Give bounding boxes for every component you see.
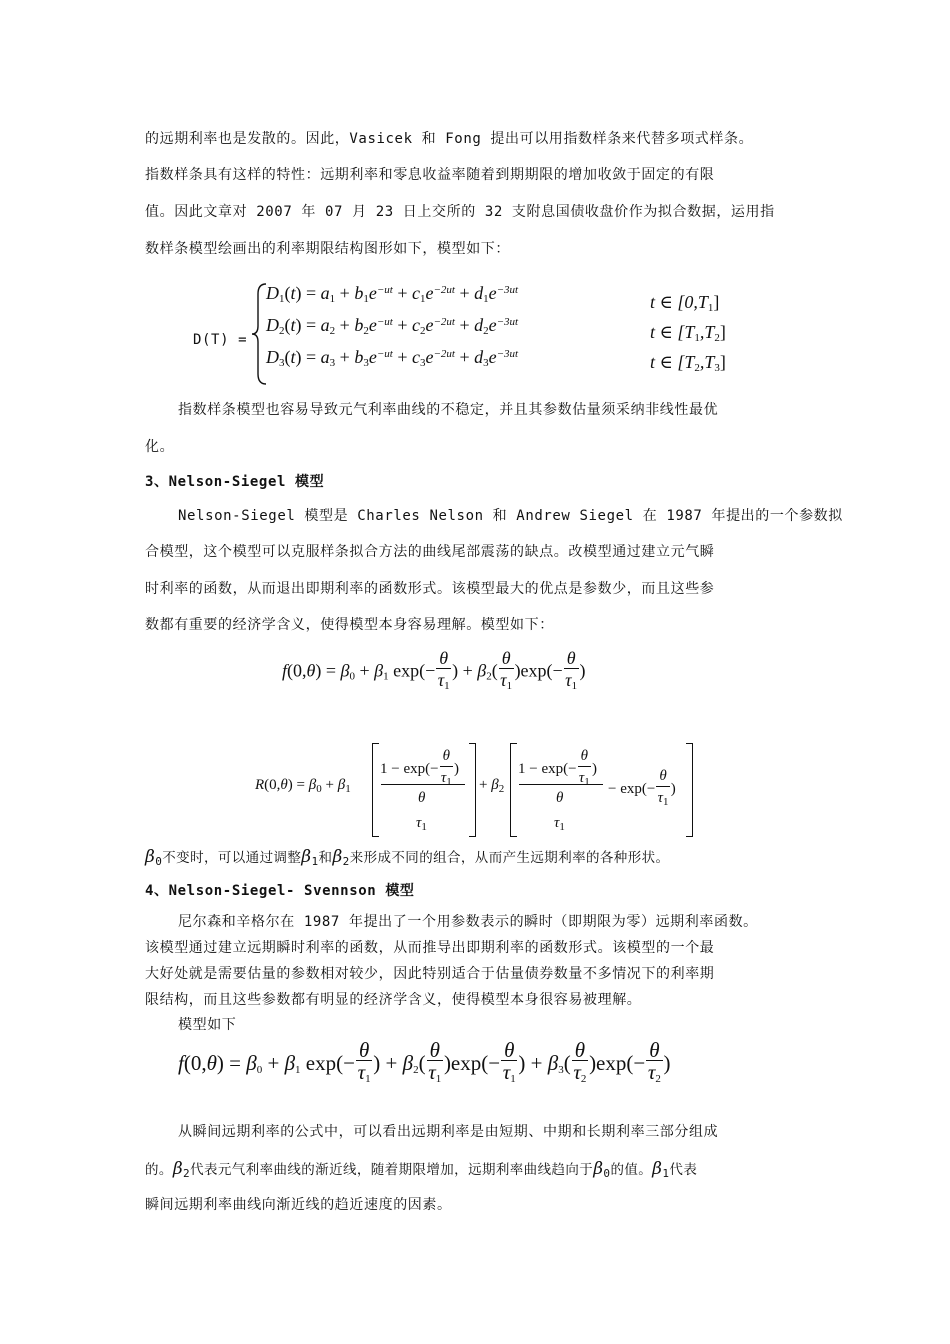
r-term2-den-tau: $\tau_1$ (554, 815, 565, 833)
para6-line1: 从瞬间远期利率的公式中，可以看出远期利率是由短期、中期和长期利率三部分组成 (178, 1124, 719, 1140)
eq-line-2: $D_2(t) = a_2 + b_2e^{-ut} + c_2e^{-2ut} + d_2e^{-3ut}$ (266, 315, 519, 337)
section-heading-3: 3、Nelson-Siegel 模型 (145, 474, 325, 490)
para2-line1: 指数样条模型也容易导致元气利率曲线的不稳定，并且其参数估量须采纳非线性最优 (178, 402, 719, 418)
para6-line3: 瞬间远期利率曲线向渐近线的趋近速度的因素。 (145, 1197, 452, 1213)
r-term2-minus-exp: − exp(− $\frac{\theta}{\tau_1}$ ) (608, 768, 676, 808)
r-term1-den-tau: $\tau_1$ (416, 815, 427, 833)
para5-line2: 该模型通过建立远期瞬时利率的函数，从而推导出即期利率的函数形式。该模型的一个最 (145, 940, 715, 956)
eq-line-3: $D_3(t) = a_3 + b_3e^{-ut} + c_3e^{-2ut} + d_3e^{-3ut}$ (266, 347, 519, 369)
bracket-left-2 (510, 743, 517, 837)
range-1: t ∈ $[0,T_1]$ (650, 292, 720, 314)
para4: $\beta_0$不变时，可以通过调整$\beta_1$和$\beta_2$来形成不同的组合，从而产生远期利率的各种形状。 (145, 847, 670, 868)
para5-line1: 尼尔森和辛格尔在 1987 年提出了一个用参数表示的瞬时（即期限为零）远期利率函数。 (178, 914, 758, 930)
para3-line3: 时利率的函数，从而退出即期利率的函数形式。该模型最大的优点是参数少，而且这些参 (145, 581, 715, 597)
para3-line4: 数都有重要的经济学含义，使得模型本身容易理解。模型如下： (145, 617, 554, 633)
bracket-right-2 (686, 743, 693, 837)
section-heading-4: 4、Nelson-Siegel- Svennson 模型 (145, 883, 415, 899)
para1-line2: 指数样条具有这样的特性：远期利率和零息收益率随着到期期限的增加收敛于固定的有限 (145, 167, 715, 183)
para1-line1: 的远期利率也是发散的。因此，Vasicek 和 Fong 提出可以用指数样条来代替多项式样条。 (145, 131, 754, 147)
range-3: t ∈ $[T_2,T_3]$ (650, 352, 726, 374)
fraction-bar-1 (381, 784, 465, 785)
para6-line2: 的。$\beta_2$代表元气利率曲线的渐近线，随着期限增加，远期利率曲线趋向于$\beta_0$的值。$\beta_1$代表 (145, 1159, 698, 1180)
para1-line3: 值。因此文章对 2007 年 07 月 23 日上交所的 32 支附息国债收盘价作为拟合数据，运用指 (145, 204, 775, 220)
dt-label: D(T) = (193, 332, 248, 348)
r-lhs: $R(0,\theta) = \beta_0 + \beta_1$ (255, 777, 351, 795)
r-term2-num: 1 − exp(− $\frac{\theta}{\tau_1}$ ) (518, 748, 597, 788)
range-2: t ∈ $[T_1,T_2]$ (650, 322, 726, 344)
ns-forward-formula: $f(0,\theta) = \beta_0 + \beta_1$ exp(− $\frac{\theta}{\tau_1}$ ) + $\beta_2$( $\frac{\theta}{\tau_1}$ )exp(− $\frac{\theta}{\tau_1}$ ) (282, 648, 586, 692)
fraction-bar-2 (519, 784, 603, 785)
svensson-formula: $f(0,\theta) = \beta_0 + \beta_1$ exp(− $\frac{\theta}{\tau_1}$ ) + $\beta_2$( $\frac{\theta}{\tau_1}$ )exp(− $\frac{\theta}{\tau_1}$ ) + $\beta_3$( $\frac{\theta}{\tau_2}$ )exp(− $\frac{\theta}{\tau_2}$ ) (178, 1038, 671, 1085)
r-plus-beta2: + $\beta_2$ (479, 777, 505, 795)
para2-line2: 化。 (145, 439, 175, 455)
bracket-left-1 (372, 743, 379, 837)
para5-line4: 限结构，而且这些参数都有明显的经济学含义，使得模型本身很容易被理解。 (145, 992, 642, 1008)
para5-line5: 模型如下 (178, 1017, 237, 1033)
para5-line3: 大好处就是需要估量的参数相对较少，因此特别适合于估量债券数量不多情况下的利率期 (145, 966, 715, 982)
para1-line4: 数样条模型绘画出的利率期限结构图形如下，模型如下： (145, 241, 510, 257)
r-term1-num: 1 − exp(− $\frac{\theta}{\tau_1}$ ) (380, 748, 459, 788)
bracket-right-1 (469, 743, 476, 837)
para3-line1: Nelson-Siegel 模型是 Charles Nelson 和 Andrew Siegel 在 1987 年提出的一个参数拟 (178, 508, 843, 524)
r-term1-den: θ (418, 790, 426, 806)
eq-line-1: $D_1(t) = a_1 + b_1e^{-ut} + c_1e^{-2ut} + d_1e^{-3ut}$ (266, 283, 519, 305)
r-term2-den: θ (556, 790, 564, 806)
para3-line2: 合模型，这个模型可以克服样条拟合方法的曲线尾部震荡的缺点。改模型通过建立元气瞬 (145, 544, 715, 560)
